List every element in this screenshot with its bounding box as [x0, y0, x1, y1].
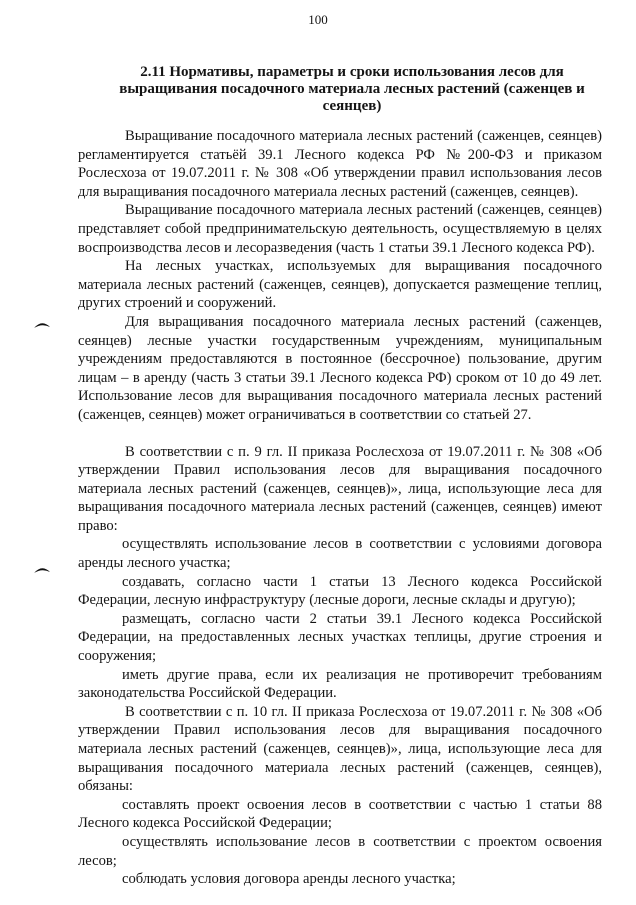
- section-title: [112, 64, 592, 115]
- paragraph: Для выращивания посадочного материала лесных растений (саженцев, сеянцев) лесные участки государственным учреждениям, муниципальным учреждениям предоставляются в постоянное (бессрочное) пользование, другим лицам – в аренду (часть 3 статьи 39.1 Лесного кодекса РФ) сроком от 10 до 49 лет. Использование лесов для выращивания посадочного материала лесных растений (саженцев, сеянцев) может ограничиваться в соответствии со статьей 27.: [78, 313, 602, 423]
- paragraph: В соответствии с п. 10 гл. II приказа Рослесхоза от 19.07.2011 г. № 308 «Об утверждении Правил использования лесов для выращивания посадочного материала лесных растений (саженцев, сеянцев)», лица, использующие леса для выращивания посадочного материала лесных растений (саженцев, сеянцев), обязаны:: [78, 703, 602, 795]
- list-item: составлять проект освоения лесов в соответствии с частью 1 статьи 88 Лесного кодекса Российской Федерации;: [78, 796, 602, 832]
- section-title-line: выращивания посадочного материала лесных растений (саженцев и: [119, 81, 585, 97]
- section-title-line: сеянцев): [322, 98, 382, 114]
- paragraph: Выращивание посадочного материала лесных растений (саженцев, сеянцев) регламентируется статьёй 39.1 Лесного кодекса РФ №200-ФЗ и приказом Рослесхоза от 19.07.2011 г. № 308 «Об утверждении правил использования лесов для выращивания посадочного материала лесных растений (саженцев, сеянцев).: [78, 128, 602, 200]
- list-item: осуществлять использование лесов в соответствии с проектом освоения лесов;: [78, 833, 602, 869]
- paragraph: В соответствии с п. 9 гл. II приказа Рослесхоза от 19.07.2011 г. № 308 «Об утверждении Правил использования лесов для выращивания посадочного материала лесных растений (саженцев, сеянцев)», лица, использующие леса для выращивания посадочного материала лесных растений (саженцев, сеянцев) имеют право:: [78, 443, 602, 534]
- list-item: создавать, согласно части 1 статьи 13 Лесного кодекса Российской Федерации, лесную инфраструктуру (лесные дороги, лесные склады и другую);: [78, 573, 602, 609]
- paragraph: На лесных участках, используемых для выращивания посадочного материала лесных растений (саженцев, сеянцев), допускается размещение теплиц, других строений и сооружений.: [78, 258, 602, 312]
- body-text: [78, 127, 602, 889]
- scan-punch-mark: [33, 565, 51, 574]
- scan-punch-mark: [33, 320, 51, 329]
- paragraph: Выращивание посадочного материала лесных растений (саженцев, сеянцев) представляет собой предпринимательскую деятельность, осуществляемую в целях воспроизводства лесов и лесоразведения (часть 1 статьи 39.1 Лесного кодекса РФ).: [78, 202, 602, 256]
- page-number: 100: [308, 12, 328, 27]
- list-item: иметь другие права, если их реализация не противоречит требованиям законодательства Российской Федерации.: [78, 666, 602, 702]
- list-item: размещать, согласно части 2 статьи 39.1 Лесного кодекса Российской Федерации, на предоставленных лесных участках теплицы, другие строения и сооружения;: [78, 610, 602, 665]
- section-title-line: 2.11 Нормативы, параметры и сроки использования лесов для: [140, 64, 564, 80]
- list-item: соблюдать условия договора аренды лесного участка;: [122, 871, 456, 888]
- list-item: осуществлять использование лесов в соответствии с условиями договора аренды лесного участка;: [78, 536, 602, 572]
